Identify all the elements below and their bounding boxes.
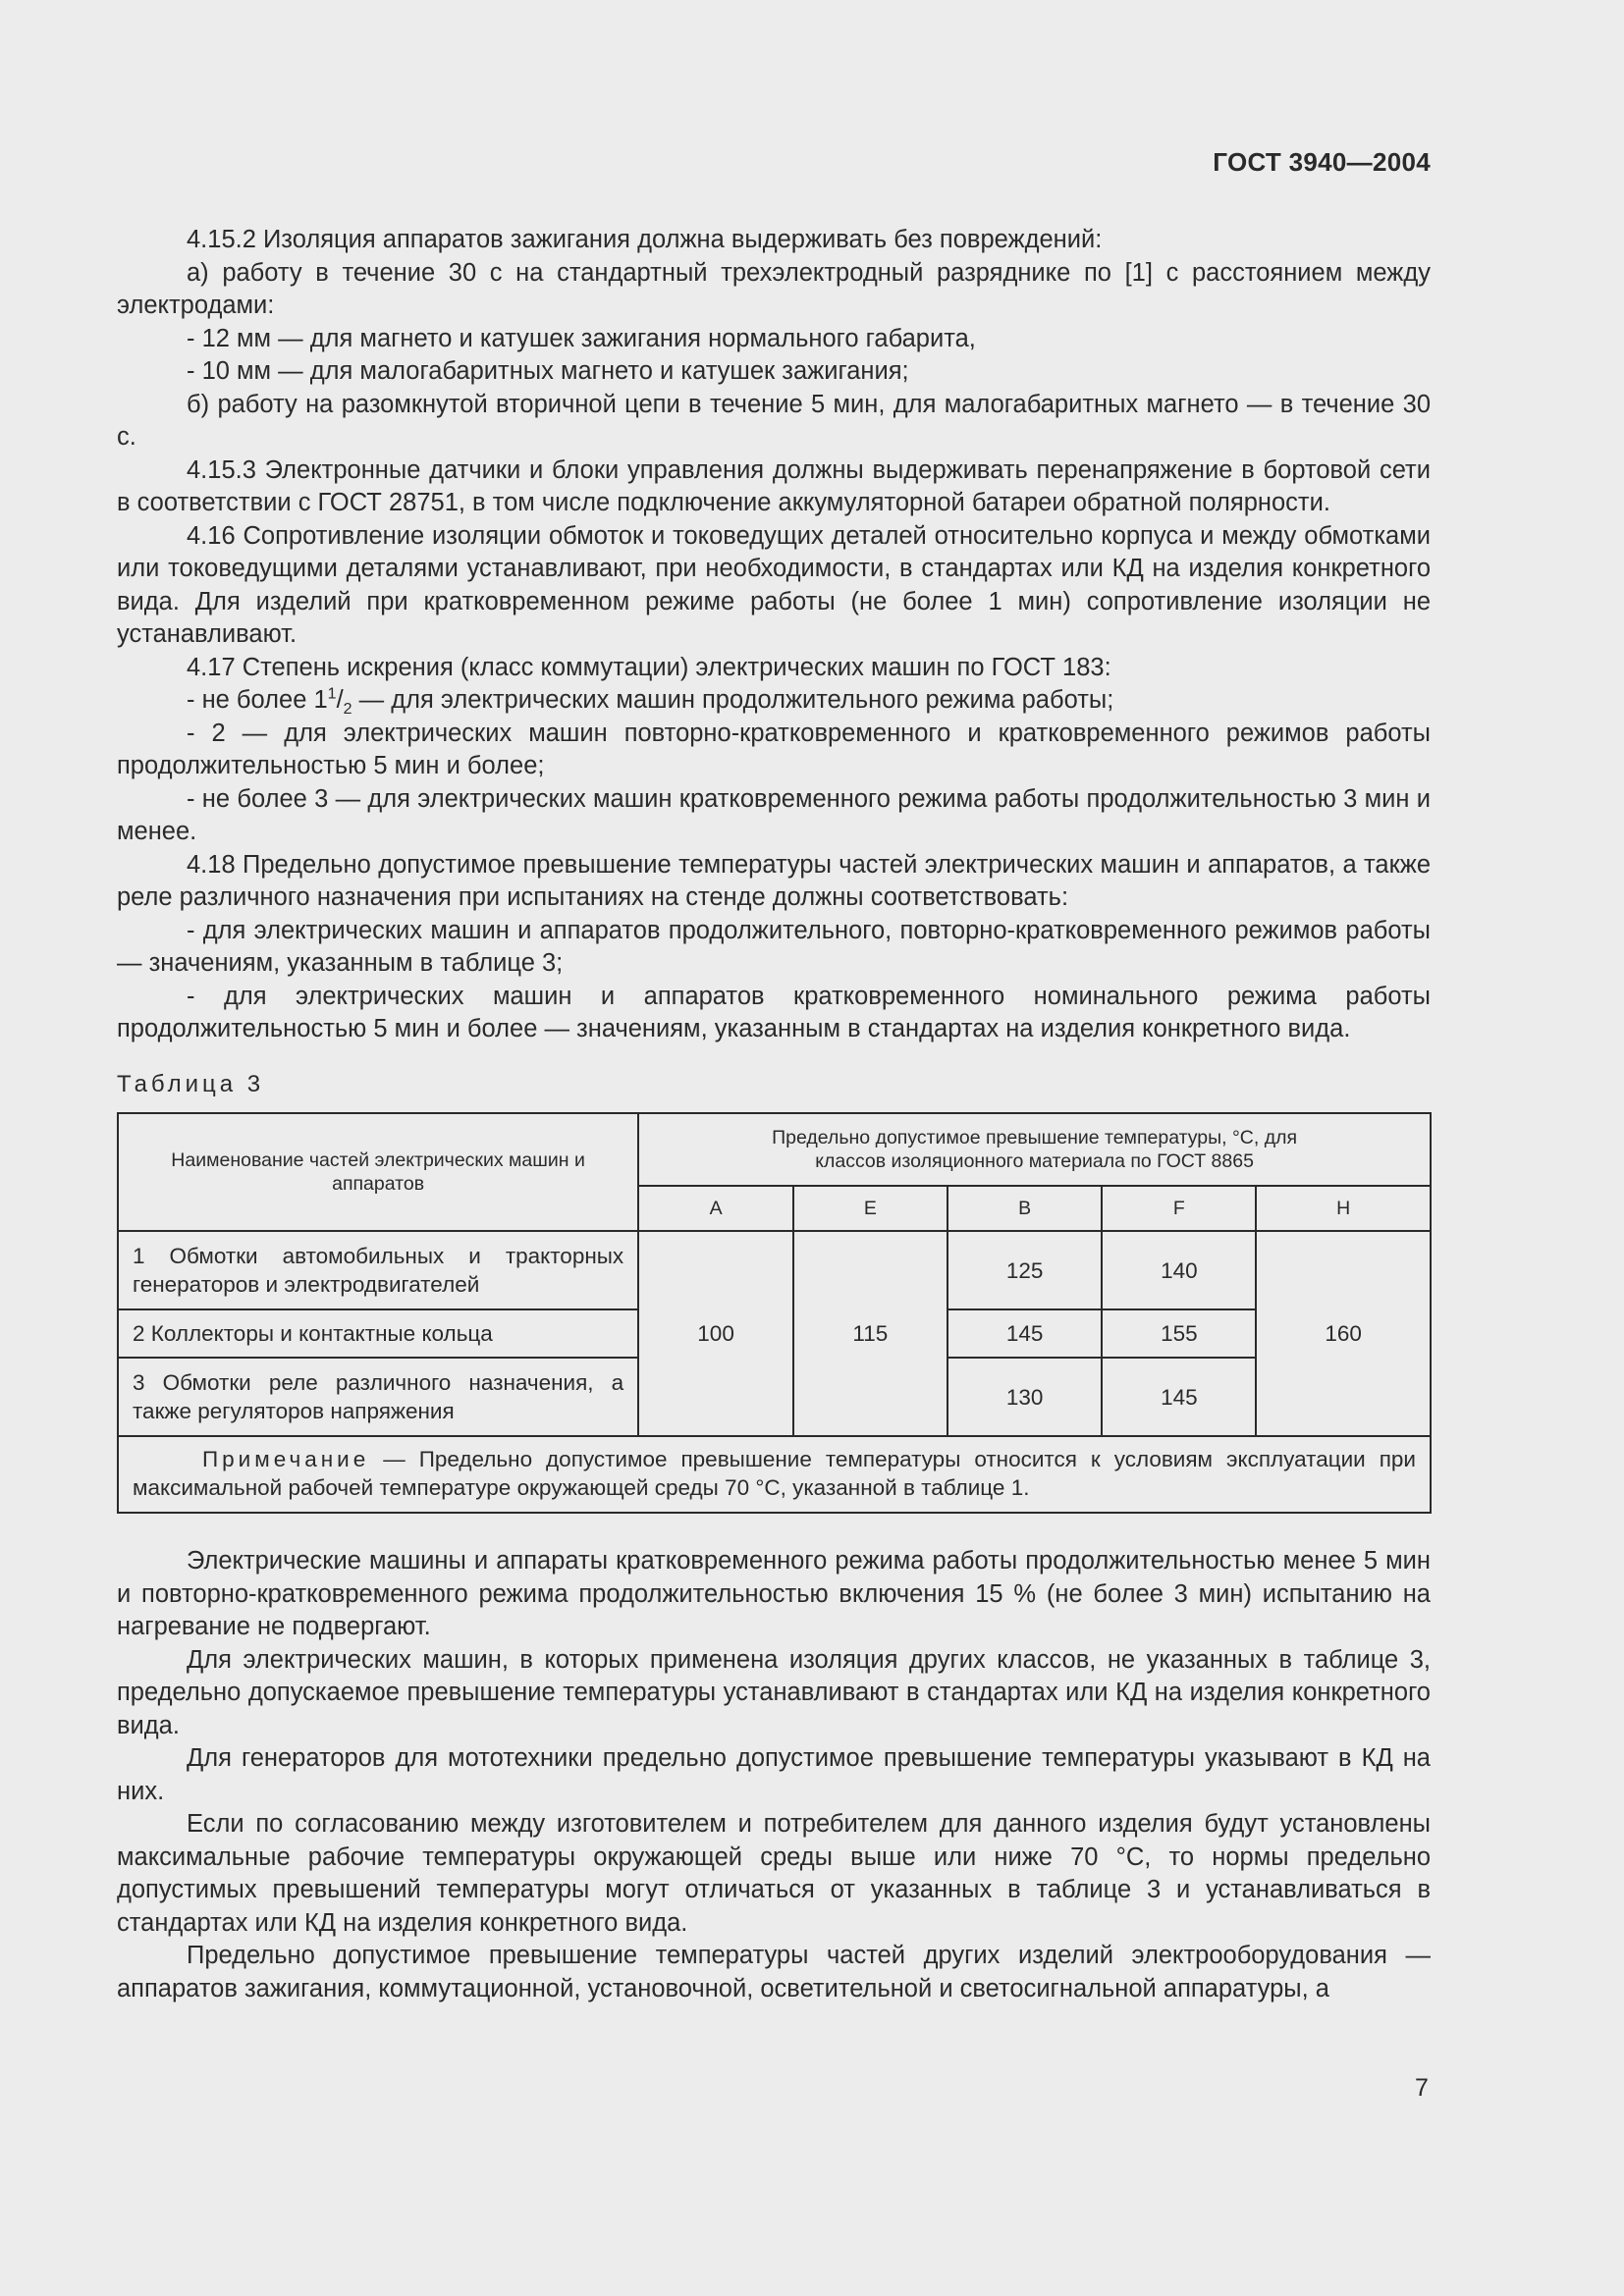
cell-value-f: 145 [1102, 1358, 1256, 1436]
paragraph: Для генераторов для мототехники предельно допустимое превышение температуры указывают в КД на них. [117, 1744, 1431, 1805]
paragraph: 4.15.3 Электронные датчики и блоки управления должны выдерживать перенапряжение в бортовой сети в соответствии с ГОСТ 28751, в том числе подключение аккумуляторной батареи обратной полярности. [117, 455, 1431, 516]
page-number: 7 [1415, 2074, 1429, 2102]
cell-value-b: 125 [947, 1231, 1103, 1309]
column-header-group: Предельно допустимое превышение температуры, °С, для классов изоляционного материала по ГОСТ 8865 [638, 1113, 1431, 1186]
cell-value-h: 160 [1256, 1231, 1431, 1436]
table-row [118, 1231, 1431, 1309]
paragraph: 4.16 Сопротивление изоляции обмоток и токоведущих деталей относительно корпуса и между обмотками или токоведущими деталями устанавливают, при необходимости, в стандартах или КД на изделия конкретного вида. Для изделий при кратковременном режиме работы (не более 1 мин) сопротивление изоляции не устанавливают. [117, 521, 1431, 648]
list-item [117, 684, 1431, 718]
row-name: 3 Обмотки реле различного назначения, а также регуляторов напряжения [118, 1358, 638, 1436]
note-label: Примечание [202, 1447, 370, 1471]
column-header-class: F [1102, 1186, 1256, 1231]
paragraph: Для электрических машин, в которых применена изоляция других классов, не указанных в таблице 3, предельно допускаемое превышение температуры устанавливают в стандартах или КД на изделия конкретного вида. [117, 1645, 1431, 1739]
paragraph: Предельно допустимое превышение температуры частей других изделий электрооборудования — аппаратов зажигания, коммутационной, установочной, осветительной и светосигнальной аппаратуры, а [117, 1942, 1431, 2002]
document-header: ГОСТ 3940—2004 [1213, 147, 1431, 177]
column-header-class: E [793, 1186, 947, 1231]
document-body [117, 224, 1431, 2005]
list-item: - 10 мм — для малогабаритных магнето и катушек зажигания; [187, 357, 909, 385]
list-item: - 12 мм — для магнето и катушек зажигания нормального габарита, [187, 324, 976, 352]
cell-value-b: 130 [947, 1358, 1103, 1436]
row-name: 1 Обмотки автомобильных и тракторных генераторов и электродвигателей [118, 1231, 638, 1309]
paragraph: 4.15.2 Изоляция аппаратов зажигания должна выдерживать без повреждений: [187, 226, 1103, 253]
paragraph: б) работу на разомкнутой вторичной цепи в течение 5 мин, для малогабаритных магнето — в течение 30 с. [117, 390, 1431, 451]
temperature-table [117, 1112, 1432, 1514]
body-continuation [117, 1545, 1431, 2005]
cell-value-f: 155 [1102, 1309, 1256, 1358]
fraction-denominator: 2 [343, 701, 352, 719]
list-item: - 2 — для электрических машин повторно-кратковременного и кратковременного режимов работы продолжительностью 5 мин и более; [117, 719, 1431, 779]
table-caption: Таблица 3 [117, 1070, 265, 1097]
fraction-numerator: 1 [327, 685, 337, 703]
column-header-class: A [638, 1186, 793, 1231]
cell-value-b: 145 [947, 1309, 1103, 1358]
list-item: - для электрических машин и аппаратов кратковременного номинального режима работы продолжительностью 5 мин и более — значениям, указанным в стандартах на изделия конкретного вида. [117, 982, 1431, 1042]
list-item: - для электрических машин и аппаратов продолжительного, повторно-кратковременного режимов работы — значениям, указанным в таблице 3; [117, 916, 1431, 977]
cell-value-f: 140 [1102, 1231, 1256, 1309]
paragraph: 4.18 Предельно допустимое превышение температуры частей электрических машин и аппаратов, а также реле различного назначения при испытаниях на стенде должны соответствовать: [117, 850, 1431, 911]
text-run: - не более 1 [187, 686, 328, 714]
table-note [118, 1436, 1431, 1513]
column-header-name: Наименование частей электрических машин и аппаратов [118, 1113, 638, 1231]
cell-value-e: 115 [793, 1231, 947, 1436]
paragraph: Электрические машины и аппараты кратковременного режима работы продолжительностью менее 5 мин и повторно-кратковременного режима продолжительностью включения 15 % (не более 3 мин) испытанию на нагревание не подвергают. [117, 1547, 1431, 1640]
paragraph: 4.17 Степень искрения (класс коммутации) электрических машин по ГОСТ 183: [187, 653, 1111, 681]
column-header-class: H [1256, 1186, 1431, 1231]
column-header-class: B [947, 1186, 1103, 1231]
note-text: — Предельно допустимое превышение температуры относится к условиям эксплуатации при максимальной рабочей температуре окружающей среды 70 °С, указанной в таблице 1. [133, 1447, 1416, 1500]
list-item: - не более 3 — для электрических машин кратковременного режима работы продолжительностью 3 мин и менее. [117, 784, 1431, 845]
table-note-row [118, 1436, 1431, 1513]
cell-value-a: 100 [638, 1231, 793, 1436]
row-name: 2 Коллекторы и контактные кольца [118, 1309, 638, 1358]
paragraph: а) работу в течение 30 с на стандартный трехэлектродный разряднике по [1] с расстоянием между электродами: [117, 258, 1431, 319]
fraction-slash: / [336, 686, 344, 714]
paragraph: Если по согласованию между изготовителем и потребителем для данного изделия будут установлены максимальные рабочие температуры окружающей среды выше или ниже 70 °С, то нормы предельно допустимых превышений температуры могут отличаться от указанных в таблице 3 и устанавливаться в стандартах или КД на изделия конкретного вида. [117, 1810, 1431, 1937]
text-run: — для электрических машин продолжительного режима работы; [352, 686, 1114, 714]
